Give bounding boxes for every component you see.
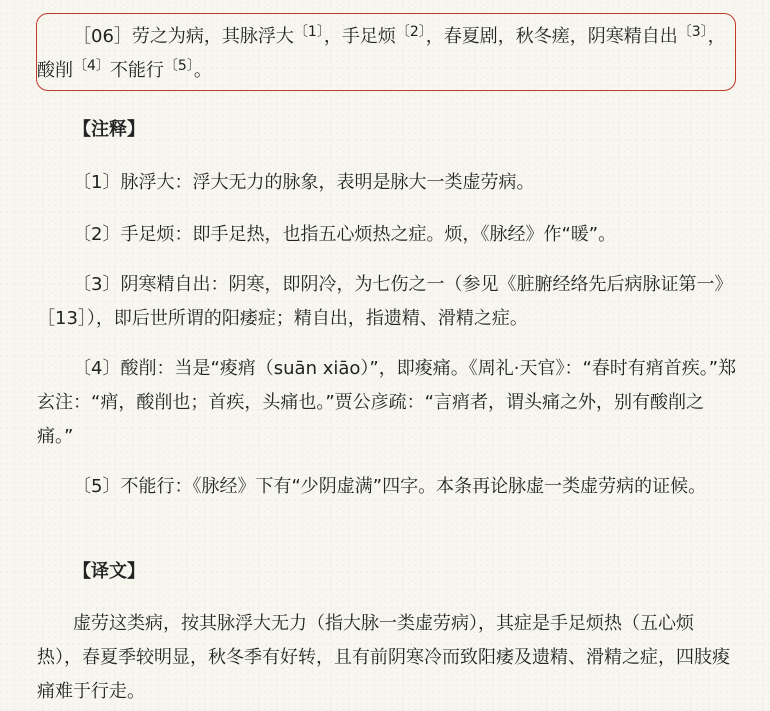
note-5: 〔5〕不能行：《脉经》下有“少阴虚满”四字。本条再论脉虚一类虚劳病的证候。 bbox=[73, 476, 707, 497]
notes-heading: 【注释】 bbox=[73, 119, 145, 140]
note-1: 〔1〕脉浮大：浮大无力的脉象，表明是脉大一类虚劳病。 bbox=[73, 172, 535, 193]
footnote-ref-3[interactable]: 〔3〕 bbox=[677, 24, 708, 40]
original-text-part: ，手足烦 bbox=[323, 26, 396, 47]
original-text-part: ［06］劳之为病，其脉浮大 bbox=[73, 26, 294, 47]
footnote-ref-2[interactable]: 〔2〕 bbox=[395, 24, 426, 40]
note-3: 〔3〕阴寒精自出：阴寒，即阴冷，为七伤之一（参见《脏腑经络先后病脉证第一》［13］），即后世所谓的阳痿症；精自出，指遗精、滑精之症。 bbox=[37, 274, 733, 329]
original-text bbox=[37, 20, 737, 88]
note-2: 〔2〕手足烦：即手足热，也指五心烦热之症。烦，《脉经》作“暖”。 bbox=[73, 224, 617, 245]
original-text-part: ，酸削 bbox=[37, 26, 726, 81]
footnote-ref-5[interactable]: 〔5〕 bbox=[163, 58, 194, 74]
original-text-part: 。 bbox=[193, 60, 212, 81]
translation-heading: 【译文】 bbox=[73, 561, 145, 582]
original-text-part: 出 bbox=[659, 26, 678, 47]
original-text-part: ，春夏剧，秋冬瘥，阴寒精自 bbox=[425, 26, 660, 47]
translation-text: 虚劳这类病，按其脉浮大无力（指大脉一类虚劳病），其症是手足烦热（五心烦热），春夏季较明显，秋冬季有好转，且有前阴寒冷而致阳痿及遗精、滑精之症，四肢痠痛难于行走。 bbox=[37, 613, 730, 702]
footnote-ref-4[interactable]: 〔4〕 bbox=[73, 58, 110, 74]
note-4: 〔4〕酸削：当是“痠痟（suān xiāo）”，即痠痛。《周礼·天官》：“春时有痟首疾。”郑玄注：“痟，酸削也；首疾，头痛也。”贾公彦疏：“言痟者，谓头痛之外，别有酸削之痛。” bbox=[37, 358, 737, 447]
original-text-part: 不能行 bbox=[109, 60, 164, 81]
footnote-ref-1[interactable]: 〔1〕 bbox=[293, 24, 324, 40]
